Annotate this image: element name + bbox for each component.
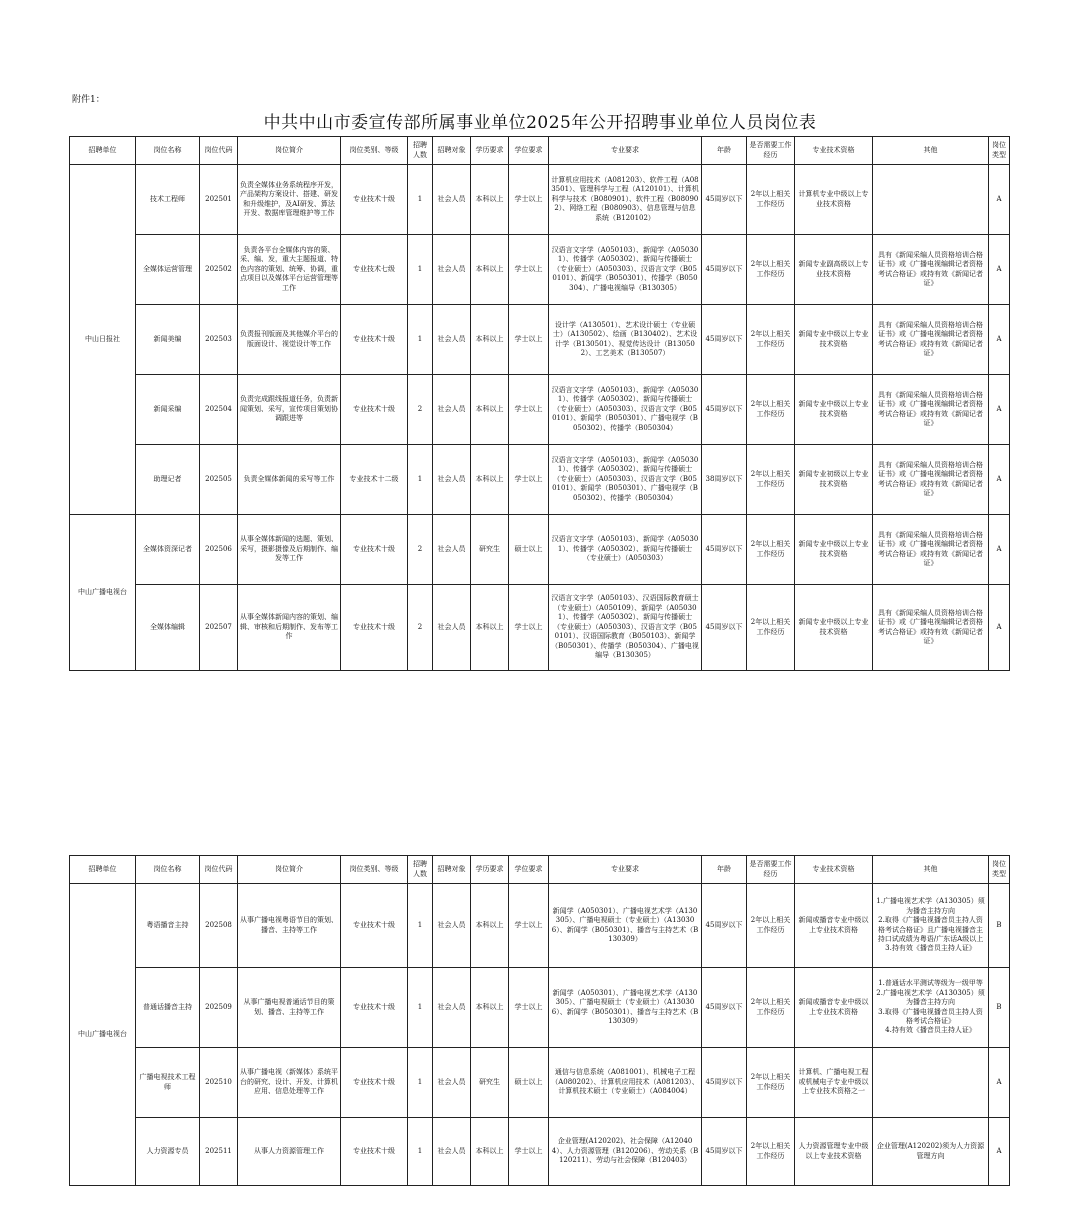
post-name: 普通话播音主持 bbox=[136, 968, 200, 1048]
post-degree: 硕士以上 bbox=[509, 1048, 549, 1118]
post-major: 设计学（A130501）、艺术设计硕士（专业硕士）（A130502）、绘画（B130402）、艺术设计学（B130501）、视觉传达设计（B130502）、工艺美术（B130507） bbox=[549, 305, 702, 375]
post-intro: 从事人力资源管理工作 bbox=[238, 1118, 341, 1186]
post-code: 202501 bbox=[200, 165, 238, 235]
table-row bbox=[70, 884, 1010, 968]
post-degree: 学士以上 bbox=[509, 445, 549, 515]
post-type: A bbox=[989, 1048, 1010, 1118]
unit-cell: 中山广播电视台 bbox=[70, 884, 136, 1186]
post-code: 202511 bbox=[200, 1118, 238, 1186]
post-target: 社会人员 bbox=[433, 305, 471, 375]
post-count: 2 bbox=[408, 375, 433, 445]
post-target: 社会人员 bbox=[433, 968, 471, 1048]
post-major: 汉语言文字学（A050103）、新闻学（A050301）、传播学（A050302）、新闻与传播硕士（专业硕士）（A050303）、汉语言文学（B050101）、新闻学（B050301）、广播电视学（B050302）、传播学（B050304） bbox=[549, 375, 702, 445]
post-code: 202510 bbox=[200, 1048, 238, 1118]
post-intro: 从事全媒体新闻的选题、策划、采写，摄影摄像及后期制作、编发等工作 bbox=[238, 515, 341, 585]
other-line: 2.取得《广播电视播音员主持人资格考试合格证》且广播电视播音主持口试成绩为粤语/广东话A级以上 bbox=[877, 916, 984, 943]
post-type: B bbox=[989, 968, 1010, 1048]
post-degree: 学士以上 bbox=[509, 375, 549, 445]
post-type: A bbox=[989, 165, 1010, 235]
post-other bbox=[873, 1048, 989, 1118]
post-education: 本科以上 bbox=[471, 968, 509, 1048]
header-row bbox=[70, 856, 1010, 884]
post-experience: 2年以上相关工作经历 bbox=[747, 235, 795, 305]
post-type: A bbox=[989, 445, 1010, 515]
post-target: 社会人员 bbox=[433, 585, 471, 671]
post-name: 助理记者 bbox=[136, 445, 200, 515]
col-target: 招聘对象 bbox=[433, 856, 471, 884]
post-count: 1 bbox=[408, 884, 433, 968]
col-type: 岗位类型 bbox=[989, 856, 1010, 884]
post-major: 汉语言文字学（A050103）、新闻学（A050301）、传播学（A050302）、新闻与传播硕士（专业硕士）（A050303）、汉语言文学（B050101）、新闻学（B050301）、广播电视学（B050302）、传播学（B050304） bbox=[549, 445, 702, 515]
post-name: 广播电视技术工程师 bbox=[136, 1048, 200, 1118]
post-education: 本科以上 bbox=[471, 165, 509, 235]
other-line: 企业管理(A120202)须为人力资源管理方向 bbox=[876, 1142, 985, 1160]
post-degree: 学士以上 bbox=[509, 884, 549, 968]
post-age: 38周岁以下 bbox=[702, 445, 747, 515]
post-degree: 硕士以上 bbox=[509, 515, 549, 585]
post-degree: 学士以上 bbox=[509, 165, 549, 235]
post-code: 202504 bbox=[200, 375, 238, 445]
table-row bbox=[70, 968, 1010, 1048]
post-major: 新闻学（A050301）、广播电视艺术学（A130305）、广播电视硕士（专业硕士）（A130306）、新闻学（B050301）、播音与主持艺术（B130309） bbox=[549, 884, 702, 968]
post-type: A bbox=[989, 515, 1010, 585]
post-qualification: 人力资源管理专业中级以上专业技术资格 bbox=[795, 1118, 873, 1186]
table-row bbox=[70, 305, 1010, 375]
post-major: 汉语言文字学（A050103）、汉语国际教育硕士（专业硕士）（A050109）、新闻学（A050301）、传播学（A050302）、新闻与传播硕士（专业硕士）（A050303）、汉语言文学（B050101）、汉语国际教育（B050103）、新闻学（B050301）、传播学（B050304）、广播电视编导（B130305） bbox=[549, 585, 702, 671]
post-count: 1 bbox=[408, 305, 433, 375]
post-target: 社会人员 bbox=[433, 1048, 471, 1118]
post-education: 本科以上 bbox=[471, 375, 509, 445]
table-row bbox=[70, 235, 1010, 305]
post-qualification: 新闻或播音专业中级以上专业技术资格 bbox=[795, 968, 873, 1048]
post-name: 全媒体运营管理 bbox=[136, 235, 200, 305]
post-other bbox=[873, 884, 989, 968]
job-table-2 bbox=[69, 855, 1010, 1186]
post-intro: 负责全媒体业务系统程序开发，产品架构方案设计、搭建、研发和升级维护，及AI研发、算法开发、数据库管理维护等工作 bbox=[238, 165, 341, 235]
col-type: 岗位类型 bbox=[989, 137, 1010, 165]
col-category: 岗位类别、等级 bbox=[341, 137, 408, 165]
post-qualification: 计算机专业中级以上专业技术资格 bbox=[795, 165, 873, 235]
post-other: 具有《新闻采编人员资格培训合格证书》或《广播电视编辑记者资格考试合格证》或持有效《新闻记者证》 bbox=[873, 235, 989, 305]
table-row bbox=[70, 585, 1010, 671]
post-education: 研究生 bbox=[471, 515, 509, 585]
post-major: 汉语言文字学（A050103）、新闻学（A050301）、传播学（A050302）、新闻与传播硕士（专业硕士）（A050303） bbox=[549, 515, 702, 585]
post-education: 本科以上 bbox=[471, 305, 509, 375]
post-experience: 2年以上相关工作经历 bbox=[747, 1118, 795, 1186]
post-category: 专业技术十级 bbox=[341, 305, 408, 375]
post-qualification: 新闻或播音专业中级以上专业技术资格 bbox=[795, 884, 873, 968]
post-target: 社会人员 bbox=[433, 445, 471, 515]
table-row bbox=[70, 165, 1010, 235]
post-name: 全媒体资深记者 bbox=[136, 515, 200, 585]
post-name: 人力资源专员 bbox=[136, 1118, 200, 1186]
post-count: 1 bbox=[408, 445, 433, 515]
post-experience: 2年以上相关工作经历 bbox=[747, 375, 795, 445]
post-intro: 从事广播电视粤语节目的策划、播音、主持等工作 bbox=[238, 884, 341, 968]
post-name: 粤语播音主持 bbox=[136, 884, 200, 968]
col-education: 学历要求 bbox=[471, 137, 509, 165]
col-count: 招聘人数 bbox=[408, 856, 433, 884]
col-qualification: 专业技术资格 bbox=[795, 137, 873, 165]
post-intro: 负责完成跟线报道任务，负责新闻策划、采写，宣传项目策划协调跟进等 bbox=[238, 375, 341, 445]
post-education: 研究生 bbox=[471, 1048, 509, 1118]
col-unit: 招聘单位 bbox=[70, 137, 136, 165]
post-qualification: 新闻专业中级以上专业技术资格 bbox=[795, 585, 873, 671]
post-age: 45周岁以下 bbox=[702, 165, 747, 235]
col-target: 招聘对象 bbox=[433, 137, 471, 165]
post-category: 专业技术十级 bbox=[341, 515, 408, 585]
post-code: 202508 bbox=[200, 884, 238, 968]
post-target: 社会人员 bbox=[433, 375, 471, 445]
col-other: 其他 bbox=[873, 856, 989, 884]
post-intro: 从事广播电视（新媒体）系统平台的研究、设计、开发、计算机应用、信息处理等工作 bbox=[238, 1048, 341, 1118]
post-qualification: 新闻专业中级以上专业技术资格 bbox=[795, 375, 873, 445]
post-name: 全媒体编辑 bbox=[136, 585, 200, 671]
post-experience: 2年以上相关工作经历 bbox=[747, 515, 795, 585]
post-code: 202506 bbox=[200, 515, 238, 585]
col-other: 其他 bbox=[873, 137, 989, 165]
col-count: 招聘人数 bbox=[408, 137, 433, 165]
col-experience: 是否需要工作经历 bbox=[747, 137, 795, 165]
post-category: 专业技术十级 bbox=[341, 165, 408, 235]
post-education: 本科以上 bbox=[471, 235, 509, 305]
table-row bbox=[70, 375, 1010, 445]
post-category: 专业技术十级 bbox=[341, 884, 408, 968]
post-count: 2 bbox=[408, 515, 433, 585]
post-degree: 学士以上 bbox=[509, 1118, 549, 1186]
unit-cell: 中山广播电视台 bbox=[70, 515, 136, 671]
col-major: 专业要求 bbox=[549, 856, 702, 884]
post-target: 社会人员 bbox=[433, 515, 471, 585]
post-degree: 学士以上 bbox=[509, 235, 549, 305]
post-intro: 负责各平台全媒体内容的策、采、编、发，重大主题报道、特色内容的策划、统筹、协调，重点项目以及媒体平台运营管理等工作 bbox=[238, 235, 341, 305]
post-qualification: 新闻专业中级以上专业技术资格 bbox=[795, 305, 873, 375]
other-line: 4.持有效《播音员主持人证》 bbox=[885, 1026, 976, 1035]
post-intro: 负责报刊版面及其他媒介平台的版面设计、视觉设计等工作 bbox=[238, 305, 341, 375]
post-age: 45周岁以下 bbox=[702, 1048, 747, 1118]
post-experience: 2年以上相关工作经历 bbox=[747, 585, 795, 671]
post-intro: 从事全媒体新闻内容的策划、编辑、审核和后期制作、发布等工作 bbox=[238, 585, 341, 671]
col-post-name: 岗位名称 bbox=[136, 137, 200, 165]
post-education: 本科以上 bbox=[471, 884, 509, 968]
post-count: 1 bbox=[408, 1048, 433, 1118]
post-count: 1 bbox=[408, 235, 433, 305]
post-category: 专业技术十二级 bbox=[341, 445, 408, 515]
post-type: A bbox=[989, 235, 1010, 305]
page-title: 中共中山市委宣传部所属事业单位2025年公开招聘事业单位人员岗位表 bbox=[263, 113, 817, 133]
post-target: 社会人员 bbox=[433, 235, 471, 305]
post-age: 45周岁以下 bbox=[702, 375, 747, 445]
post-experience: 2年以上相关工作经历 bbox=[747, 445, 795, 515]
col-post-name: 岗位名称 bbox=[136, 856, 200, 884]
post-count: 1 bbox=[408, 165, 433, 235]
unit-cell: 中山日报社 bbox=[70, 165, 136, 515]
post-type: B bbox=[989, 884, 1010, 968]
post-intro: 从事广播电视普通话节目的策划、播音、主持等工作 bbox=[238, 968, 341, 1048]
col-unit: 招聘单位 bbox=[70, 856, 136, 884]
post-other: 具有《新闻采编人员资格培训合格证书》或《广播电视编辑记者资格考试合格证》或持有效《新闻记者证》 bbox=[873, 305, 989, 375]
post-age: 45周岁以下 bbox=[702, 1118, 747, 1186]
post-target: 社会人员 bbox=[433, 165, 471, 235]
post-type: A bbox=[989, 1118, 1010, 1186]
col-code: 岗位代码 bbox=[200, 856, 238, 884]
header-row bbox=[70, 137, 1010, 165]
col-age: 年龄 bbox=[702, 856, 747, 884]
col-age: 年龄 bbox=[702, 137, 747, 165]
post-age: 45周岁以下 bbox=[702, 968, 747, 1048]
other-line: 1.广播电视艺术学（A130305）须为播音主持方向 bbox=[876, 897, 985, 915]
other-line: 3.持有效《播音员主持人证》 bbox=[885, 944, 976, 953]
col-code: 岗位代码 bbox=[200, 137, 238, 165]
other-line: 2.广播电视艺术学（A130305）须为播音主持方向 bbox=[876, 988, 985, 1007]
post-target: 社会人员 bbox=[433, 884, 471, 968]
post-count: 1 bbox=[408, 1118, 433, 1186]
other-line: 1.普通话水平测试等级为一级甲等 bbox=[878, 979, 983, 988]
post-age: 45周岁以下 bbox=[702, 305, 747, 375]
col-qualification: 专业技术资格 bbox=[795, 856, 873, 884]
post-degree: 学士以上 bbox=[509, 305, 549, 375]
col-intro: 岗位简介 bbox=[238, 137, 341, 165]
post-code: 202507 bbox=[200, 585, 238, 671]
job-table-1 bbox=[69, 136, 1010, 671]
post-other: 具有《新闻采编人员资格培训合格证书》或《广播电视编辑记者资格考试合格证》或持有效《新闻记者证》 bbox=[873, 375, 989, 445]
post-code: 202509 bbox=[200, 968, 238, 1048]
col-degree: 学位要求 bbox=[509, 137, 549, 165]
post-other: 具有《新闻采编人员资格培训合格证书》或《广播电视编辑记者资格考试合格证》或持有效《新闻记者证》 bbox=[873, 445, 989, 515]
post-major: 计算机应用技术（A081203）、软件工程（A083501）、管理科学与工程（A120101）、计算机科学与技术（B080901）、软件工程（B080902）、网络工程（B080903）、信息管理与信息系统（B120102） bbox=[549, 165, 702, 235]
post-category: 专业技术七级 bbox=[341, 235, 408, 305]
post-category: 专业技术十级 bbox=[341, 585, 408, 671]
post-name: 技术工程师 bbox=[136, 165, 200, 235]
post-category: 专业技术十级 bbox=[341, 375, 408, 445]
table-row bbox=[70, 445, 1010, 515]
post-code: 202505 bbox=[200, 445, 238, 515]
post-category: 专业技术十级 bbox=[341, 1118, 408, 1186]
post-experience: 2年以上相关工作经历 bbox=[747, 165, 795, 235]
post-other bbox=[873, 1118, 989, 1186]
post-qualification: 计算机、广播电视工程或机械电子专业中级以上专业技术资格之一 bbox=[795, 1048, 873, 1118]
post-education: 本科以上 bbox=[471, 445, 509, 515]
post-experience: 2年以上相关工作经历 bbox=[747, 884, 795, 968]
table-row bbox=[70, 515, 1010, 585]
post-type: A bbox=[989, 585, 1010, 671]
post-count: 1 bbox=[408, 968, 433, 1048]
post-experience: 2年以上相关工作经历 bbox=[747, 968, 795, 1048]
post-code: 202503 bbox=[200, 305, 238, 375]
post-major: 企业管理(A120202)、社会保障（A120404）、人力资源管理（B120206）、劳动关系（B120211）、劳动与社会保障（B120403） bbox=[549, 1118, 702, 1186]
annex-label: 附件1： bbox=[72, 95, 105, 105]
post-name: 新闻美编 bbox=[136, 305, 200, 375]
post-intro: 负责全媒体新闻的采写等工作 bbox=[238, 445, 341, 515]
post-age: 45周岁以下 bbox=[702, 585, 747, 671]
post-other: 具有《新闻采编人员资格培训合格证书》或《广播电视编辑记者资格考试合格证》或持有效《新闻记者证》 bbox=[873, 515, 989, 585]
post-type: A bbox=[989, 305, 1010, 375]
post-qualification: 新闻专业中级以上专业技术资格 bbox=[795, 515, 873, 585]
post-code: 202502 bbox=[200, 235, 238, 305]
col-category: 岗位类别、等级 bbox=[341, 856, 408, 884]
col-major: 专业要求 bbox=[549, 137, 702, 165]
post-qualification: 新闻专业初级以上专业技术资格 bbox=[795, 445, 873, 515]
post-target: 社会人员 bbox=[433, 1118, 471, 1186]
post-other bbox=[873, 968, 989, 1048]
post-degree: 学士以上 bbox=[509, 585, 549, 671]
post-education: 本科以上 bbox=[471, 1118, 509, 1186]
post-age: 45周岁以下 bbox=[702, 235, 747, 305]
col-education: 学历要求 bbox=[471, 856, 509, 884]
post-major: 通信与信息系统（A081001）、机械电子工程（A080202）、计算机应用技术（A081203）、计算机技术硕士（专业硕士）（A084004） bbox=[549, 1048, 702, 1118]
post-experience: 2年以上相关工作经历 bbox=[747, 1048, 795, 1118]
col-degree: 学位要求 bbox=[509, 856, 549, 884]
other-line: 3.取得《广播电视播音员主持人资格考试合格证》 bbox=[878, 1007, 983, 1025]
post-other: 具有《新闻采编人员资格培训合格证书》或《广播电视编辑记者资格考试合格证》或持有效《新闻记者证》 bbox=[873, 585, 989, 671]
post-type: A bbox=[989, 375, 1010, 445]
post-age: 45周岁以下 bbox=[702, 884, 747, 968]
post-name: 新闻采编 bbox=[136, 375, 200, 445]
post-category: 专业技术十级 bbox=[341, 968, 408, 1048]
post-major: 新闻学（A050301）、广播电视艺术学（A130305）、广播电视硕士（专业硕士）（A130306）、新闻学（B050301）、播音与主持艺术（B130309） bbox=[549, 968, 702, 1048]
post-degree: 学士以上 bbox=[509, 968, 549, 1048]
post-education: 本科以上 bbox=[471, 585, 509, 671]
col-experience: 是否需要工作经历 bbox=[747, 856, 795, 884]
post-count: 2 bbox=[408, 585, 433, 671]
post-major: 汉语言文字学（A050103）、新闻学（A050301）、传播学（A050302）、新闻与传播硕士（专业硕士）（A050303）、汉语言文学（B050101）、新闻学（B050301）、传播学（B050304）、广播电视编导（B130305） bbox=[549, 235, 702, 305]
post-age: 45周岁以下 bbox=[702, 515, 747, 585]
post-experience: 2年以上相关工作经历 bbox=[747, 305, 795, 375]
post-qualification: 新闻专业副高级以上专业技术资格 bbox=[795, 235, 873, 305]
table-row bbox=[70, 1048, 1010, 1118]
col-intro: 岗位简介 bbox=[238, 856, 341, 884]
post-category: 专业技术十级 bbox=[341, 1048, 408, 1118]
table-row bbox=[70, 1118, 1010, 1186]
post-other bbox=[873, 165, 989, 235]
